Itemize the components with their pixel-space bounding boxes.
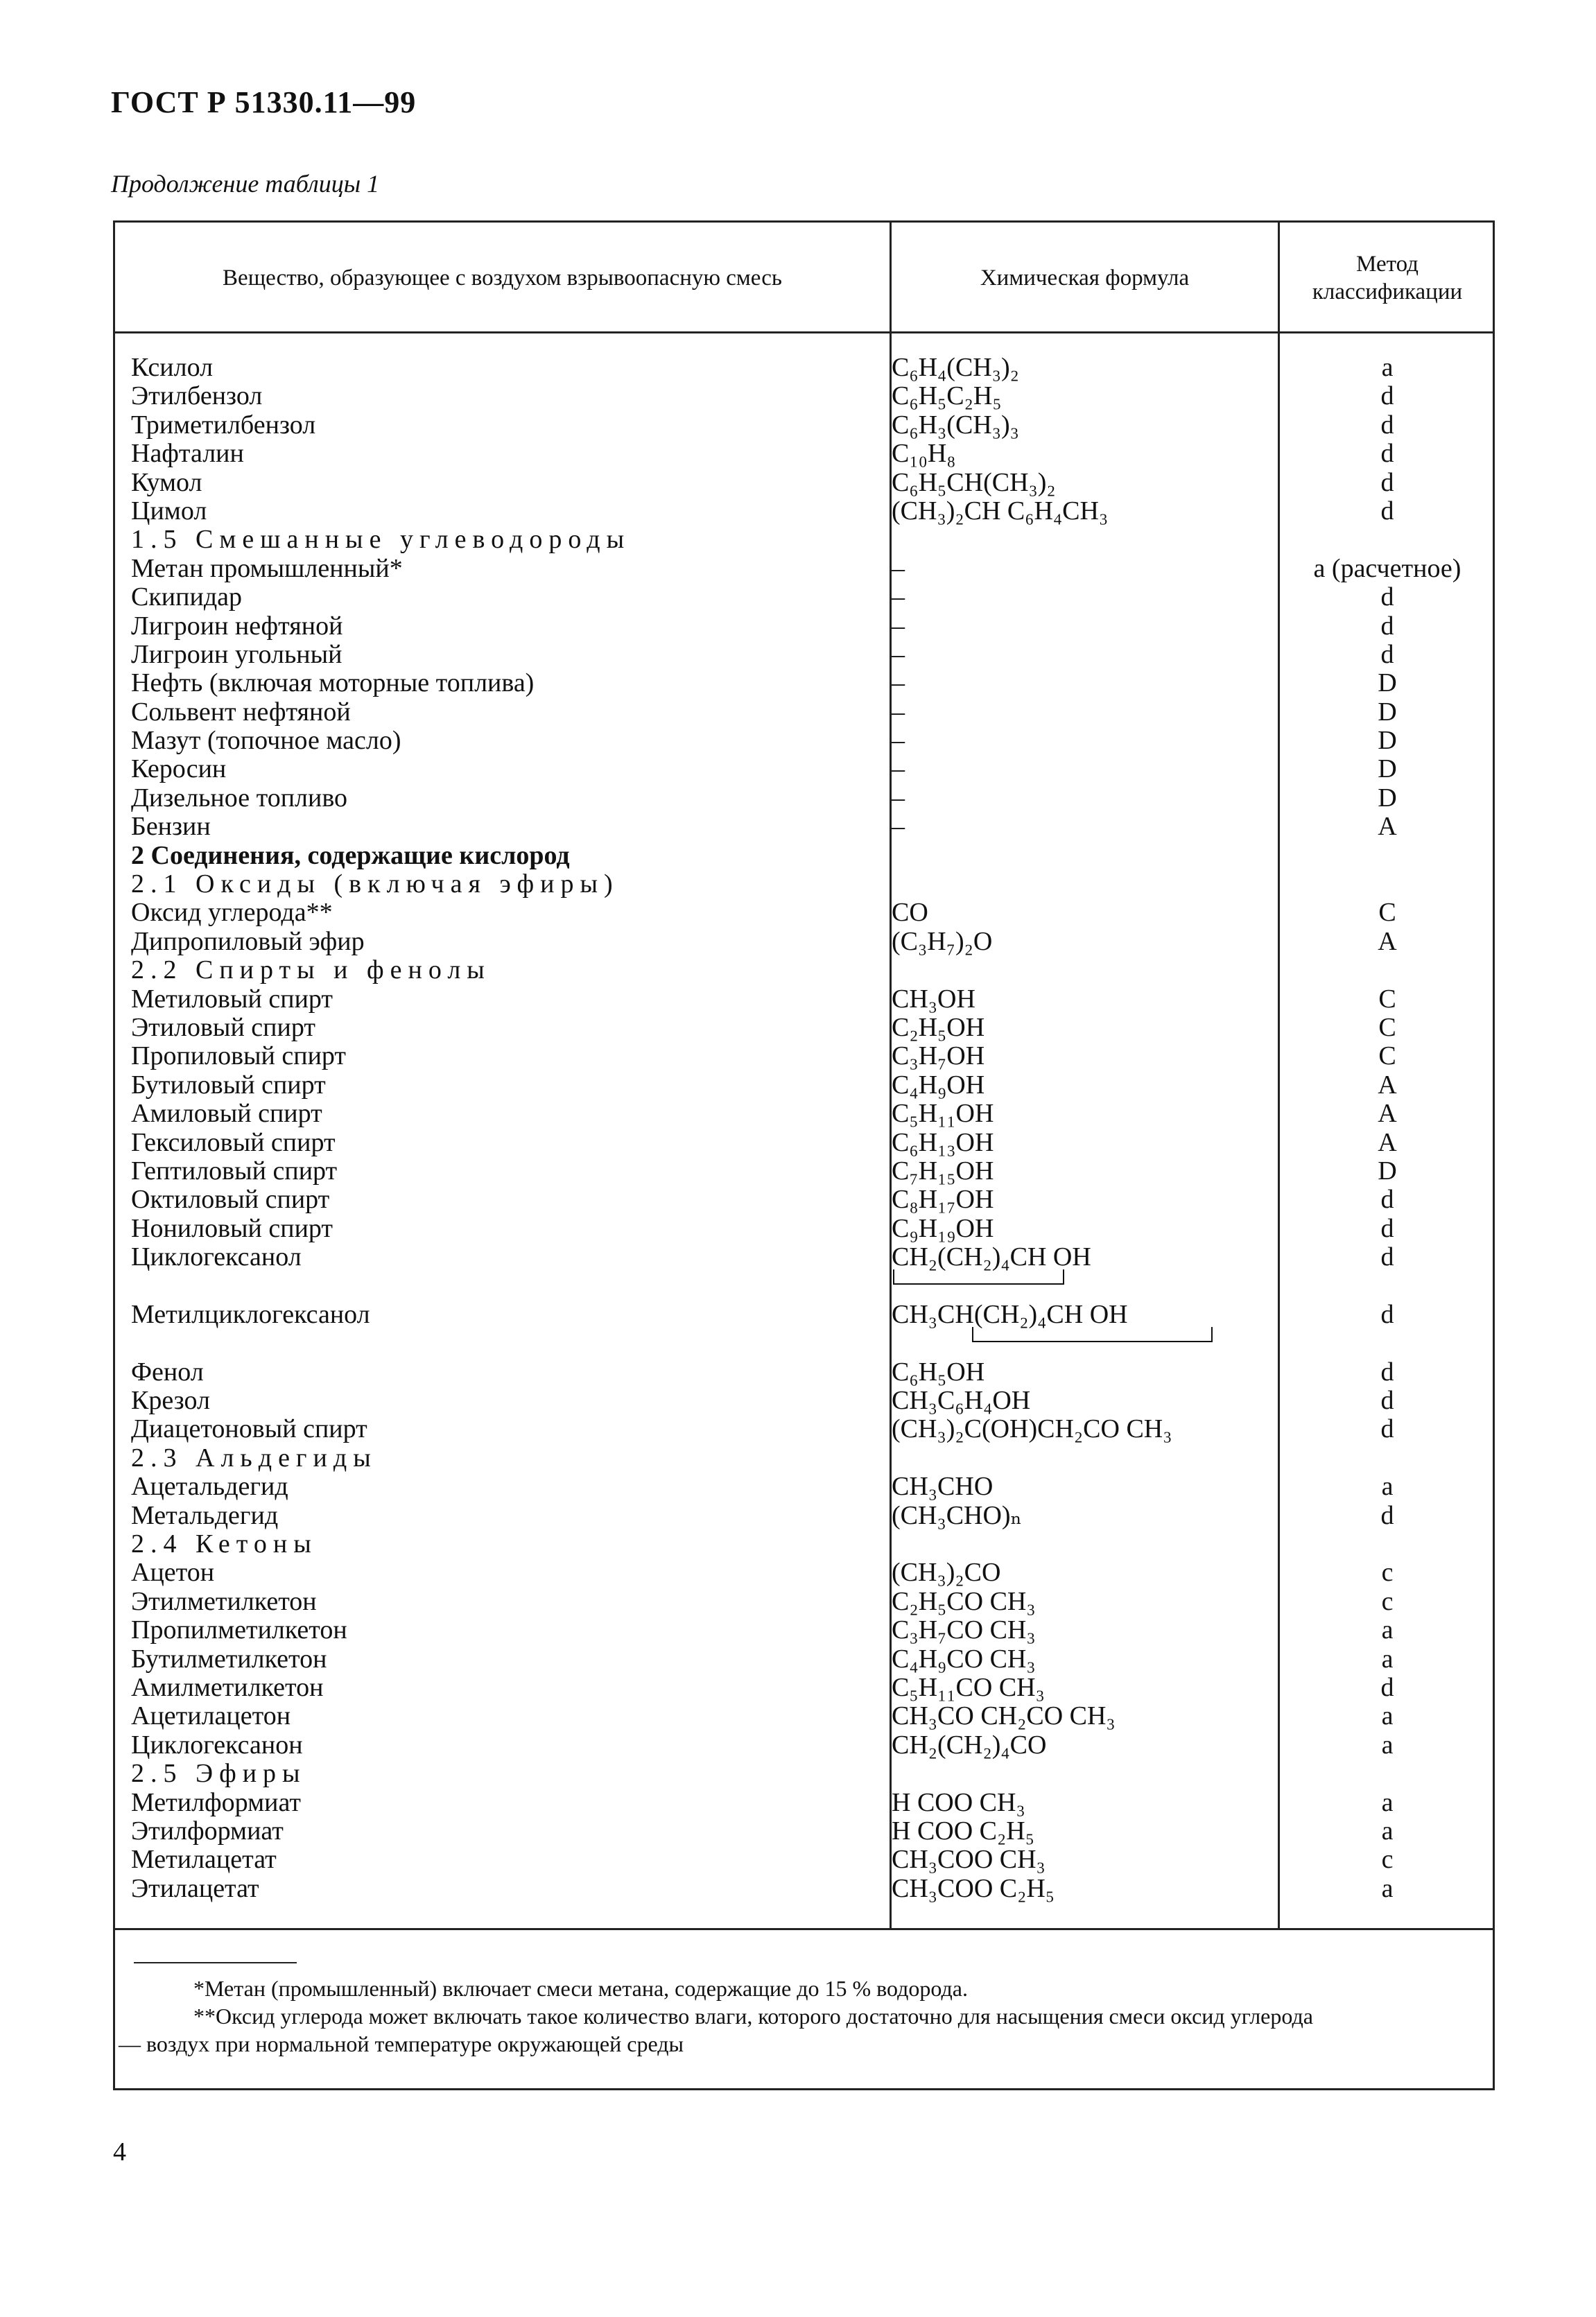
substance-name: Скипидар xyxy=(131,582,243,612)
substance-name: Фенол xyxy=(131,1357,204,1387)
table-row xyxy=(113,526,1495,554)
chemical-formula: CH₃CO CH₂CO CH₃ xyxy=(892,1701,1116,1731)
table-row xyxy=(113,899,1495,927)
column-header-substance: Вещество, образующее с воздухом взрывоопасную смесь xyxy=(223,265,782,290)
table-row xyxy=(113,1645,1495,1674)
table-bottom-rule xyxy=(113,1928,1495,1930)
substance-name: Амиловый спирт xyxy=(131,1099,322,1129)
chemical-formula: C₂H₅CO CH₃ xyxy=(892,1586,1036,1616)
table-row xyxy=(113,583,1495,611)
substance-name: Гексиловый спирт xyxy=(131,1127,336,1157)
classification-method: D xyxy=(1378,1156,1397,1186)
classification-method: a xyxy=(1381,1644,1394,1674)
chemical-formula: – xyxy=(892,697,905,727)
substance-name: Метальдегид xyxy=(131,1500,279,1530)
table-row xyxy=(113,1789,1495,1817)
table-row xyxy=(113,1502,1495,1530)
chemical-formula: C₆H₅CH(CH₃)₂ xyxy=(892,467,1056,497)
chemical-formula: – xyxy=(892,611,905,641)
substance-name: 1.5 Смешанные углеводороды xyxy=(131,525,631,555)
chemical-formula: CH₂(CH₂)₄CH OH xyxy=(892,1242,1091,1272)
footnote-carbon-monoxide-continued: — воздух при нормальной температуре окружающей среды xyxy=(119,2031,684,2056)
substance-name: Оксид углерода** xyxy=(131,898,333,928)
classification-method: d xyxy=(1380,1299,1394,1329)
chemical-formula: (CH₃CHO)ₙ xyxy=(892,1500,1023,1530)
classification-method: C xyxy=(1378,898,1396,928)
substance-name: Метилформиат xyxy=(131,1787,301,1817)
table-row xyxy=(113,1875,1495,1903)
classification-method: d xyxy=(1380,467,1394,497)
table-row xyxy=(113,1215,1495,1243)
substance-name: Триметилбензол xyxy=(131,410,316,440)
table-row xyxy=(113,1444,1495,1473)
substance-name: Сольвент нефтяной xyxy=(131,697,351,727)
classification-method: a xyxy=(1381,353,1394,382)
substance-name: Ацетилацетон xyxy=(131,1701,291,1731)
table-row xyxy=(113,469,1495,497)
classification-method: d xyxy=(1380,582,1394,612)
classification-method: a xyxy=(1381,1787,1394,1817)
chemical-formula: CH₃CH(CH₂)₄CH OH xyxy=(892,1299,1128,1329)
substance-name: Цимол xyxy=(131,496,207,526)
classification-method: D xyxy=(1378,754,1397,784)
substance-name: Циклогексанон xyxy=(131,1730,303,1760)
classification-method: d xyxy=(1380,1357,1394,1387)
substance-name: Ксилол xyxy=(131,353,214,382)
chemical-formula: CH₃COO C₂H₅ xyxy=(892,1873,1055,1903)
classification-method: a xyxy=(1381,1816,1394,1846)
classification-method: A xyxy=(1378,1099,1397,1129)
substance-name: Бензин xyxy=(131,812,211,842)
substance-name: Этилметилкетон xyxy=(131,1586,317,1616)
substance-name: Кумол xyxy=(131,467,202,497)
classification-method: d xyxy=(1380,1500,1394,1530)
substance-name: Циклогексанол xyxy=(131,1242,302,1272)
chemical-formula: C₂H₅OH xyxy=(892,1012,985,1042)
substance-name: Крезол xyxy=(131,1386,210,1416)
substance-name: Лигроин угольный xyxy=(131,639,342,669)
table-row xyxy=(113,1702,1495,1730)
footnote-rule xyxy=(134,1962,297,1963)
chemical-formula: – xyxy=(892,726,905,756)
chemical-formula: C₈H₁₇OH xyxy=(892,1185,994,1215)
chemical-formula: H COO C₂H₅ xyxy=(892,1816,1034,1846)
table-row xyxy=(113,612,1495,641)
chemical-formula: CH₃OH xyxy=(892,984,975,1014)
substance-name: Дизельное топливо xyxy=(131,783,348,813)
classification-method: A xyxy=(1378,1070,1397,1100)
classification-method: d xyxy=(1380,1673,1394,1702)
classification-method: a xyxy=(1381,1730,1394,1760)
classification-method: C xyxy=(1378,1041,1396,1071)
chemical-formula: – xyxy=(892,812,905,842)
chemical-formula: – xyxy=(892,754,905,784)
chemical-formula: – xyxy=(892,582,905,612)
table-row xyxy=(113,1846,1495,1874)
substance-name: Пропилметилкетон xyxy=(131,1615,347,1645)
table-row xyxy=(113,1387,1495,1415)
classification-method: a (расчетное) xyxy=(1313,553,1461,583)
ring-bracket xyxy=(972,1327,1213,1342)
substance-name: 2.2 Спирты и фенолы xyxy=(131,955,491,985)
table-row xyxy=(113,1731,1495,1760)
classification-method: a xyxy=(1381,1701,1394,1731)
substance-name: Ацетальдегид xyxy=(131,1472,288,1502)
substance-name: Этилформиат xyxy=(131,1816,284,1846)
chemical-formula: H COO CH₃ xyxy=(892,1787,1025,1817)
chemical-formula: (C₃H₇)₂O xyxy=(892,926,993,956)
chemical-formula: C₆H₅OH xyxy=(892,1357,985,1387)
classification-method: d xyxy=(1380,381,1394,411)
substance-name: 2.1 Оксиды (включая эфиры) xyxy=(131,869,619,899)
classification-method: d xyxy=(1380,611,1394,641)
table-row xyxy=(113,1129,1495,1157)
chemical-formula: CH₃CHO xyxy=(892,1472,994,1502)
substance-name: Нониловый спирт xyxy=(131,1213,333,1243)
table-row xyxy=(113,842,1495,870)
classification-method: d xyxy=(1380,1386,1394,1416)
table-row xyxy=(113,1042,1495,1070)
table-row xyxy=(113,1473,1495,1501)
substance-name: Метиловый спирт xyxy=(131,984,333,1014)
classification-method: D xyxy=(1378,726,1397,756)
table-body xyxy=(113,354,1495,1903)
table-row xyxy=(113,669,1495,697)
table-row xyxy=(113,1674,1495,1702)
table-row xyxy=(113,1559,1495,1587)
substance-name: Метан промышленный* xyxy=(131,553,403,583)
substance-name: 2.5 Эфиры xyxy=(131,1759,306,1789)
table-caption: Продолжение таблицы 1 xyxy=(111,170,380,198)
table-row xyxy=(113,411,1495,440)
table-row xyxy=(113,928,1495,956)
column-header-formula: Химическая формула xyxy=(980,265,1190,290)
classification-method: d xyxy=(1380,410,1394,440)
substance-name: Дипропиловый эфир xyxy=(131,926,365,956)
chemical-formula: (CH₃)₂C(OH)CH₂CO CH₃ xyxy=(892,1414,1172,1444)
substance-name: 2.4 Кетоны xyxy=(131,1529,318,1559)
table-row xyxy=(113,1415,1495,1443)
substance-name: 2 Соединения, содержащие кислород xyxy=(131,840,570,870)
chemical-formula: C₁₀H₈ xyxy=(892,439,956,469)
substance-name: 2.3 Альдегиды xyxy=(131,1443,377,1473)
substance-name: Диацетоновый спирт xyxy=(131,1414,367,1444)
classification-method: d xyxy=(1380,496,1394,526)
column-header-method: Метод классификации xyxy=(1312,251,1463,304)
table-row xyxy=(113,497,1495,526)
classification-method: d xyxy=(1380,1213,1394,1243)
substance-name: Нафталин xyxy=(131,439,244,469)
table-row xyxy=(113,354,1495,382)
chemical-formula: CH₃C₆H₄OH xyxy=(892,1386,1031,1416)
classification-method: a xyxy=(1381,1873,1394,1903)
chemical-formula: C₇H₁₅OH xyxy=(892,1156,994,1186)
classification-method: A xyxy=(1378,812,1397,842)
table-row xyxy=(113,755,1495,783)
document-title: ГОСТ Р 51330.11—99 xyxy=(111,85,417,119)
classification-method: d xyxy=(1380,1185,1394,1215)
chemical-formula: C₅H₁₁OH xyxy=(892,1099,994,1129)
classification-method: C xyxy=(1378,1012,1396,1042)
chemical-formula: (CH₃)₂CH C₆H₄CH₃ xyxy=(892,496,1109,526)
page-number: 4 xyxy=(113,2137,126,2167)
substance-name: Этиловый спирт xyxy=(131,1012,315,1042)
table-row xyxy=(113,1071,1495,1100)
table-row xyxy=(113,813,1495,841)
chemical-formula: (CH₃)₂CO xyxy=(892,1558,1001,1588)
table-row xyxy=(113,382,1495,410)
chemical-formula: C₃H₇OH xyxy=(892,1041,985,1071)
table-row xyxy=(113,1358,1495,1387)
chemical-formula: C₆H₃(CH₃)₃ xyxy=(892,410,1019,440)
classification-method: c xyxy=(1381,1845,1394,1875)
table-row xyxy=(113,555,1495,583)
chemical-formula: C₆H₁₃OH xyxy=(892,1127,994,1157)
classification-method: a xyxy=(1381,1472,1394,1502)
footnote-carbon-monoxide: **Оксид углерода может включать такое количество влаги, которого достаточно для насыщения смеси оксид углерода xyxy=(193,2004,1313,2029)
substance-name: Этилацетат xyxy=(131,1873,259,1903)
substance-name: Керосин xyxy=(131,754,227,784)
table-row xyxy=(113,1186,1495,1214)
classification-method: d xyxy=(1380,439,1394,469)
substance-name: Мазут (топочное масло) xyxy=(131,726,401,756)
chemical-formula: C₄H₉OH xyxy=(892,1070,985,1100)
substance-name: Бутилметилкетон xyxy=(131,1644,327,1674)
table-row xyxy=(113,1616,1495,1645)
classification-method: d xyxy=(1380,1242,1394,1272)
table-row xyxy=(113,1588,1495,1616)
chemical-formula: – xyxy=(892,783,905,813)
substance-name: Амилметилкетон xyxy=(131,1673,324,1702)
classification-method: c xyxy=(1381,1586,1394,1616)
table-row xyxy=(113,1243,1495,1301)
classification-method: d xyxy=(1380,639,1394,669)
table-row xyxy=(113,1157,1495,1186)
substance-name: Ацетон xyxy=(131,1558,215,1588)
classification-method: A xyxy=(1378,1127,1397,1157)
ring-bracket xyxy=(893,1269,1064,1285)
chemical-formula: C₆H₄(CH₃)₂ xyxy=(892,353,1019,382)
classification-method: D xyxy=(1378,668,1397,698)
substance-name: Нефть (включая моторные топлива) xyxy=(131,668,535,698)
table-row xyxy=(113,784,1495,813)
classification-method: a xyxy=(1381,1615,1394,1645)
substance-name: Гептиловый спирт xyxy=(131,1156,338,1186)
chemical-formula: C₄H₉CO CH₃ xyxy=(892,1644,1036,1674)
classification-method: A xyxy=(1378,926,1397,956)
chemical-formula: C₃H₇CO CH₃ xyxy=(892,1615,1036,1645)
classification-method: D xyxy=(1378,783,1397,813)
chemical-formula: CO xyxy=(892,898,928,928)
classification-method: c xyxy=(1381,1558,1394,1588)
chemical-formula: – xyxy=(892,668,905,698)
substance-name: Бутиловый спирт xyxy=(131,1070,326,1100)
table-row xyxy=(113,985,1495,1014)
substance-name: Октиловый спирт xyxy=(131,1185,330,1215)
table-row xyxy=(113,698,1495,727)
table-row xyxy=(113,1530,1495,1559)
substance-name: Метилциклогексанол xyxy=(131,1299,370,1329)
classification-method: C xyxy=(1378,984,1396,1014)
chemical-formula: C₆H₅C₂H₅ xyxy=(892,381,1002,411)
chemical-formula: CH₃COO CH₃ xyxy=(892,1845,1046,1875)
table-row xyxy=(113,1817,1495,1846)
substance-name: Метилацетат xyxy=(131,1845,277,1875)
classification-method: d xyxy=(1380,1414,1394,1444)
chemical-formula: CH₂(CH₂)₄CO xyxy=(892,1730,1047,1760)
chemical-formula: C₅H₁₁CO CH₃ xyxy=(892,1673,1045,1702)
table-row xyxy=(113,1014,1495,1042)
table-row xyxy=(113,1100,1495,1128)
substance-name: Пропиловый спирт xyxy=(131,1041,347,1071)
substance-name: Этилбензол xyxy=(131,381,263,411)
table-row xyxy=(113,727,1495,755)
chemical-formula: C₉H₁₉OH xyxy=(892,1213,994,1243)
table-row xyxy=(113,1301,1495,1358)
footnote-methane: *Метан (промышленный) включает смеси метана, содержащие до 15 % водорода. xyxy=(193,1976,968,2001)
classification-method: D xyxy=(1378,697,1397,727)
substance-name: Лигроин нефтяной xyxy=(131,611,343,641)
table-row xyxy=(113,641,1495,669)
table-row xyxy=(113,956,1495,984)
table-row xyxy=(113,440,1495,468)
chemical-formula: – xyxy=(892,639,905,669)
table-row xyxy=(113,1760,1495,1788)
chemical-formula: – xyxy=(892,553,905,583)
table-row xyxy=(113,870,1495,899)
